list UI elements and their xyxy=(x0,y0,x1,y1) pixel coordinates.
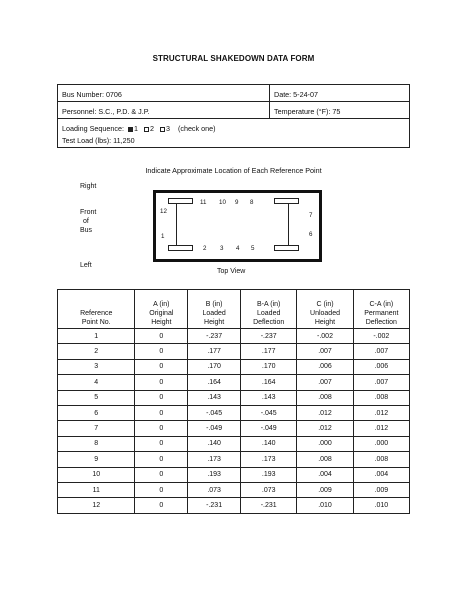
table-cell: -.045 xyxy=(241,405,297,420)
col-header-c-minus-a: C-A (in) Permanent Deflection xyxy=(353,290,409,329)
table-cell: -.237 xyxy=(188,329,241,344)
table-cell: .193 xyxy=(241,467,297,482)
bus-info-box xyxy=(57,84,410,148)
table-cell: .012 xyxy=(353,405,409,420)
table-cell: .008 xyxy=(353,390,409,405)
table-cell: 8 xyxy=(58,436,135,451)
table-cell: 0 xyxy=(135,482,188,497)
table-row xyxy=(58,344,410,359)
bus-top-view-diagram xyxy=(153,190,322,262)
ref-point-10: 10 xyxy=(219,199,226,206)
table-cell: .177 xyxy=(188,344,241,359)
table-cell: 5 xyxy=(58,390,135,405)
table-cell: .143 xyxy=(241,390,297,405)
table-cell: -.002 xyxy=(297,329,353,344)
form-title: STRUCTURAL SHAKEDOWN DATA FORM xyxy=(152,54,315,63)
bus-number-field: Bus Number: 0706 xyxy=(62,90,122,99)
rear-left-axle-pad xyxy=(274,245,299,251)
table-cell: .007 xyxy=(353,375,409,390)
col-header-reference: Reference Point No. xyxy=(58,290,135,329)
ref-point-8: 8 xyxy=(250,199,254,206)
ref-point-4: 4 xyxy=(236,245,240,252)
table-cell: 0 xyxy=(135,390,188,405)
table-cell: 10 xyxy=(58,467,135,482)
sequence-3-checkbox[interactable] xyxy=(160,127,165,132)
ref-point-9: 9 xyxy=(235,199,239,206)
table-cell: .164 xyxy=(241,375,297,390)
table-cell: 12 xyxy=(58,498,135,513)
table-cell: 6 xyxy=(58,405,135,420)
front-left-axle-pad xyxy=(168,245,193,251)
table-cell: .073 xyxy=(241,482,297,497)
table-cell: .009 xyxy=(353,482,409,497)
table-cell: .012 xyxy=(297,421,353,436)
personnel-field: Personnel: S.C., P.D. & J.P. xyxy=(62,107,150,116)
table-row xyxy=(58,359,410,374)
table-cell: 2 xyxy=(58,344,135,359)
table-cell: .004 xyxy=(353,467,409,482)
table-row xyxy=(58,405,410,420)
sequence-option-1: 1 xyxy=(133,124,138,133)
right-label: Right xyxy=(80,183,97,190)
table-cell: 0 xyxy=(135,467,188,482)
ref-point-7: 7 xyxy=(309,212,313,219)
deflection-data-table xyxy=(57,289,410,514)
bus-label: Bus xyxy=(80,227,93,234)
sequence-2-checkbox[interactable] xyxy=(144,127,149,132)
table-cell: .009 xyxy=(297,482,353,497)
table-cell: .004 xyxy=(297,467,353,482)
col-header-c: C (in) Unloaded Height xyxy=(297,290,353,329)
ref-point-6: 6 xyxy=(309,231,313,238)
table-cell: 0 xyxy=(135,436,188,451)
ref-point-2: 2 xyxy=(203,245,207,252)
table-cell: 11 xyxy=(58,482,135,497)
sequence-1-checkbox[interactable] xyxy=(128,127,133,132)
table-header-row xyxy=(58,290,410,329)
table-cell: 0 xyxy=(135,329,188,344)
table-cell: 1 xyxy=(58,329,135,344)
col-header-b-minus-a: B-A (in) Loaded Deflection xyxy=(241,290,297,329)
table-cell: .170 xyxy=(188,359,241,374)
temperature-field: Temperature (°F): 75 xyxy=(274,107,341,116)
table-cell: -.231 xyxy=(241,498,297,513)
date-field: Date: 5-24-07 xyxy=(274,90,318,99)
table-cell: 7 xyxy=(58,421,135,436)
table-cell: 0 xyxy=(135,421,188,436)
table-cell: .007 xyxy=(353,344,409,359)
top-view-caption: Top View xyxy=(217,268,246,275)
table-row xyxy=(58,498,410,513)
table-cell: -.002 xyxy=(353,329,409,344)
loading-sequence-row xyxy=(62,124,216,133)
front-label: Front xyxy=(80,209,97,216)
check-one-note: (check one) xyxy=(177,124,216,133)
table-cell: .177 xyxy=(241,344,297,359)
table-cell: .143 xyxy=(188,390,241,405)
ref-point-3: 3 xyxy=(220,245,224,252)
table-cell: 0 xyxy=(135,452,188,467)
table-cell: 0 xyxy=(135,359,188,374)
table-cell: .000 xyxy=(297,436,353,451)
table-cell: 0 xyxy=(135,375,188,390)
table-body xyxy=(58,329,410,514)
table-cell: .008 xyxy=(297,452,353,467)
table-cell: .173 xyxy=(188,452,241,467)
table-row xyxy=(58,421,410,436)
col-header-a: A (in) Original Height xyxy=(135,290,188,329)
table-cell: .170 xyxy=(241,359,297,374)
table-cell: .140 xyxy=(241,436,297,451)
table-cell: .007 xyxy=(297,375,353,390)
table-cell: .173 xyxy=(241,452,297,467)
diagram-title: Indicate Approximate Location of Each Reference Point xyxy=(145,166,322,175)
of-label: of xyxy=(83,218,89,225)
table-cell: -.237 xyxy=(241,329,297,344)
table-cell: .008 xyxy=(353,452,409,467)
table-cell: .000 xyxy=(353,436,409,451)
table-row xyxy=(58,467,410,482)
table-cell: 0 xyxy=(135,405,188,420)
test-load-field: Test Load (lbs): 11,250 xyxy=(62,136,135,145)
table-cell: 3 xyxy=(58,359,135,374)
table-cell: .006 xyxy=(353,359,409,374)
loading-sequence-label: Loading Sequence: xyxy=(62,124,124,133)
info-divider xyxy=(58,118,409,119)
table-row xyxy=(58,375,410,390)
sequence-option-3: 3 xyxy=(165,124,170,133)
table-cell: -.231 xyxy=(188,498,241,513)
table-cell: .008 xyxy=(297,390,353,405)
table-cell: -.049 xyxy=(188,421,241,436)
table-cell: .164 xyxy=(188,375,241,390)
table-cell: 9 xyxy=(58,452,135,467)
left-label: Left xyxy=(80,262,92,269)
info-column-divider xyxy=(269,85,270,119)
table-cell: .010 xyxy=(297,498,353,513)
table-row xyxy=(58,452,410,467)
table-row xyxy=(58,329,410,344)
front-right-axle-pad xyxy=(168,198,193,204)
table-row xyxy=(58,436,410,451)
table-cell: .006 xyxy=(297,359,353,374)
table-cell: 0 xyxy=(135,498,188,513)
table-cell: 4 xyxy=(58,375,135,390)
ref-point-1: 1 xyxy=(161,233,165,240)
table-cell: -.045 xyxy=(188,405,241,420)
ref-point-12: 12 xyxy=(160,208,167,215)
table-cell: .140 xyxy=(188,436,241,451)
table-row xyxy=(58,482,410,497)
table-cell: 0 xyxy=(135,344,188,359)
table-cell: .012 xyxy=(297,405,353,420)
rear-right-axle-pad xyxy=(274,198,299,204)
rear-axle-line xyxy=(288,204,289,245)
front-axle-line xyxy=(176,204,177,245)
ref-point-11: 11 xyxy=(200,199,207,206)
table-cell: .007 xyxy=(297,344,353,359)
table-cell: .012 xyxy=(353,421,409,436)
table-cell: .073 xyxy=(188,482,241,497)
table-cell: .010 xyxy=(353,498,409,513)
info-divider xyxy=(58,101,409,102)
col-header-b: B (in) Loaded Height xyxy=(188,290,241,329)
table-cell: -.049 xyxy=(241,421,297,436)
ref-point-5: 5 xyxy=(251,245,255,252)
table-cell: .193 xyxy=(188,467,241,482)
sequence-option-2: 2 xyxy=(149,124,154,133)
table-row xyxy=(58,390,410,405)
